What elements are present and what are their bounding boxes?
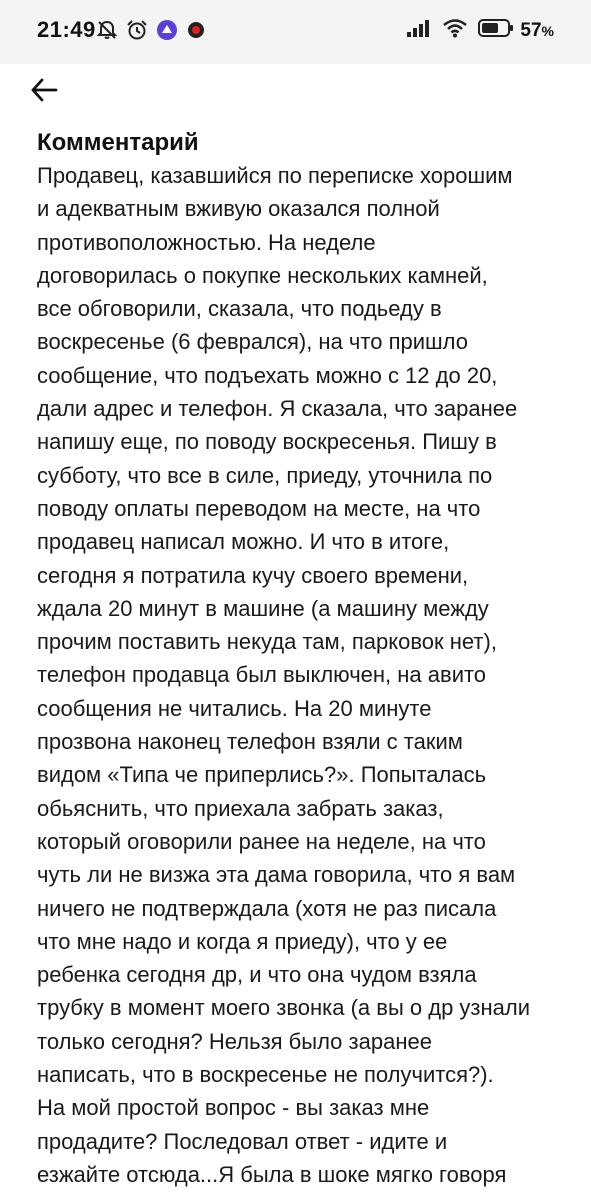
back-button[interactable] xyxy=(24,72,64,112)
comment-line: что мне надо и когда я приеду), что у ее xyxy=(37,928,448,954)
status-time: 21:49 xyxy=(37,17,96,42)
comment-body xyxy=(37,159,557,1191)
recording-icon xyxy=(186,20,206,45)
comment-line: только сегодня? Нельзя было заранее xyxy=(37,1028,432,1054)
app-notification-icon xyxy=(156,19,178,46)
status-left-icons xyxy=(96,19,206,46)
signal-icon xyxy=(406,18,432,43)
comment-heading: Комментарий xyxy=(37,129,199,156)
battery-icon xyxy=(478,18,514,43)
comment-line: чуть ли не визжа эта дама говорила, что я вам xyxy=(37,862,516,888)
arrow-left-icon xyxy=(29,75,59,110)
battery-percent: 57 xyxy=(520,19,542,41)
comment-line: ждала 20 минут в машине (а машину между xyxy=(37,595,489,621)
comment-line: противоположностью. На неделе xyxy=(37,229,376,255)
mute-icon xyxy=(96,19,118,46)
comment-line: дали адрес и телефон. Я сказала, что заранее xyxy=(37,396,518,422)
comment-line: трубку в момент моего звонка (а вы о др узнали xyxy=(37,995,531,1021)
comment-line: и адекватным вживую оказался полной xyxy=(37,196,440,222)
comment-line: прозвона наконец телефон взяли с таким xyxy=(37,729,463,755)
wifi-icon xyxy=(442,18,468,43)
comment-line: который оговорили ранее на неделе, на что xyxy=(37,828,486,854)
status-bar xyxy=(0,0,591,64)
comment-line: На мой простой вопрос - вы заказ мне xyxy=(37,1095,430,1121)
comment-line: поводу оплаты переводом на месте, на что xyxy=(37,495,481,521)
comment-line: написать, что в воскресенье не получится?). xyxy=(37,1062,494,1088)
comment-line: продавец написал можно. И что в итоге, xyxy=(37,529,450,555)
comment-line: прочим поставить некуда там, парковок нет), xyxy=(37,629,497,655)
alarm-icon xyxy=(126,19,148,46)
comment-line: напишу еще, по поводу воскресенья. Пишу в xyxy=(37,429,497,455)
comment-line: видом «Типа че приперлись?». Попыталась xyxy=(37,762,487,788)
comment-line: субботу, что все в силе, приеду, уточнила по xyxy=(37,462,493,488)
comment-line: телефон продавца был выключен, на авито xyxy=(37,662,487,688)
comment-line: сообщение, что подъехать можно с 12 до 20, xyxy=(37,362,498,388)
status-right-icons xyxy=(406,18,554,43)
comment-line: воскресенье (6 феврался), на что пришло xyxy=(37,329,468,355)
comment-line: договорилась о покупке нескольких камней, xyxy=(37,262,488,288)
comment-line: продадите? Последовал ответ - идите и xyxy=(37,1128,448,1154)
battery-level xyxy=(520,20,554,42)
comment-line: езжайте отсюда...Я была в шоке мягко говоря xyxy=(37,1161,507,1187)
comment-line: ничего не подтверждала (хотя не раз писала xyxy=(37,895,497,921)
comment-line: сегодня я потратила кучу своего времени, xyxy=(37,562,469,588)
comment-line: обьяснить, что приехала забрать заказ, xyxy=(37,795,444,821)
comment-line: все обговорили, сказала, что подьеду в xyxy=(37,296,442,322)
comment-line: сообщения не читались. На 20 минуте xyxy=(37,695,432,721)
comment-section xyxy=(37,127,557,1191)
comment-line: Продавец, казавшийся по переписке хорошим xyxy=(37,163,513,188)
battery-unit: % xyxy=(541,22,554,39)
comment-line: ребенка сегодня др, и что она чудом взяла xyxy=(37,962,477,988)
